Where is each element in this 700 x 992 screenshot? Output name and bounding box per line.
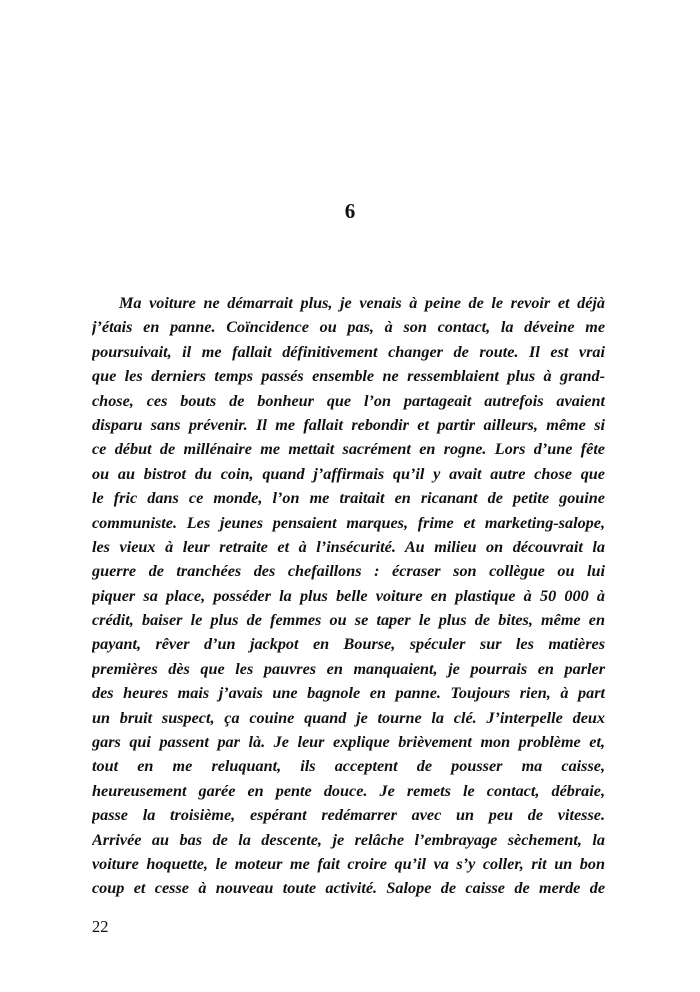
text-line: heureusement garée en pente douce. Je remets le contact, débraie,: [92, 781, 605, 800]
chapter-number: 6: [344, 199, 356, 223]
chapter-paragraph: [92, 291, 605, 901]
text-line: Ma voiture ne démarrait plus, je venais à peine de le revoir et déjà: [119, 294, 605, 312]
text-line: ce début de millénaire me mettait sacrément en rogne. Lors d’une fête: [92, 440, 605, 459]
text-line: Arrivée au bas de la descente, je relâche l’embrayage sèchement, la: [92, 830, 605, 849]
text-line: guerre de tranchées des chefaillons : écraser son collègue ou lui: [92, 562, 605, 581]
text-line: j’étais en panne. Coïncidence ou pas, à son contact, la déveine me: [92, 318, 605, 337]
text-line: crédit, baiser le plus de femmes ou se taper le plus de bites, même en: [92, 611, 605, 630]
text-line: passe la troisième, espérant redémarrer avec un peu de vitesse.: [92, 806, 605, 825]
text-line: gars qui passent par là. Je leur explique brièvement mon problème et,: [92, 733, 605, 752]
text-line: les vieux à leur retraite et à l’insécurité. Au milieu on découvrait la: [92, 537, 605, 556]
text-line: chose, ces bouts de bonheur que l’on partageait autrefois avaient: [92, 391, 605, 410]
text-line: des heures mais j’avais une bagnole en panne. Toujours rien, à part: [92, 684, 605, 703]
text-line: premières dès que les pauvres en manquaient, je pourrais en parler: [92, 659, 605, 678]
text-line: voiture hoquette, le moteur me fait croire qu’il va s’y coller, rit un bon: [92, 854, 605, 873]
text-line: disparu sans prévenir. Il me fallait rebondir et partir ailleurs, même si: [92, 415, 605, 434]
text-line: communiste. Les jeunes pensaient marques, frime et marketing-salope,: [92, 513, 605, 532]
text-line: ou au bistrot du coin, quand j’affirmais qu’il y avait autre chose que: [92, 464, 605, 483]
text-line: coup et cesse à nouveau toute activité. Salope de caisse de merde de: [92, 879, 605, 898]
text-line: tout en me reluquant, ils acceptent de pousser ma caisse,: [92, 757, 605, 776]
text-line: poursuivait, il me fallait définitivement changer de route. Il est vrai: [92, 342, 605, 361]
text-line: que les derniers temps passés ensemble ne ressemblaient plus à grand-: [92, 367, 605, 386]
text-line: le fric dans ce monde, l’on me traitait en ricanant de petite gouine: [92, 489, 605, 508]
text-line: piquer sa place, posséder la plus belle voiture en plastique à 50 000 à: [92, 586, 605, 605]
text-line: payant, rêver d’un jackpot en Bourse, spéculer sur les matières: [92, 635, 605, 654]
text-line: un bruit suspect, ça couine quand je tourne la clé. J’interpelle deux: [92, 708, 605, 727]
page-number: 22: [92, 917, 109, 936]
